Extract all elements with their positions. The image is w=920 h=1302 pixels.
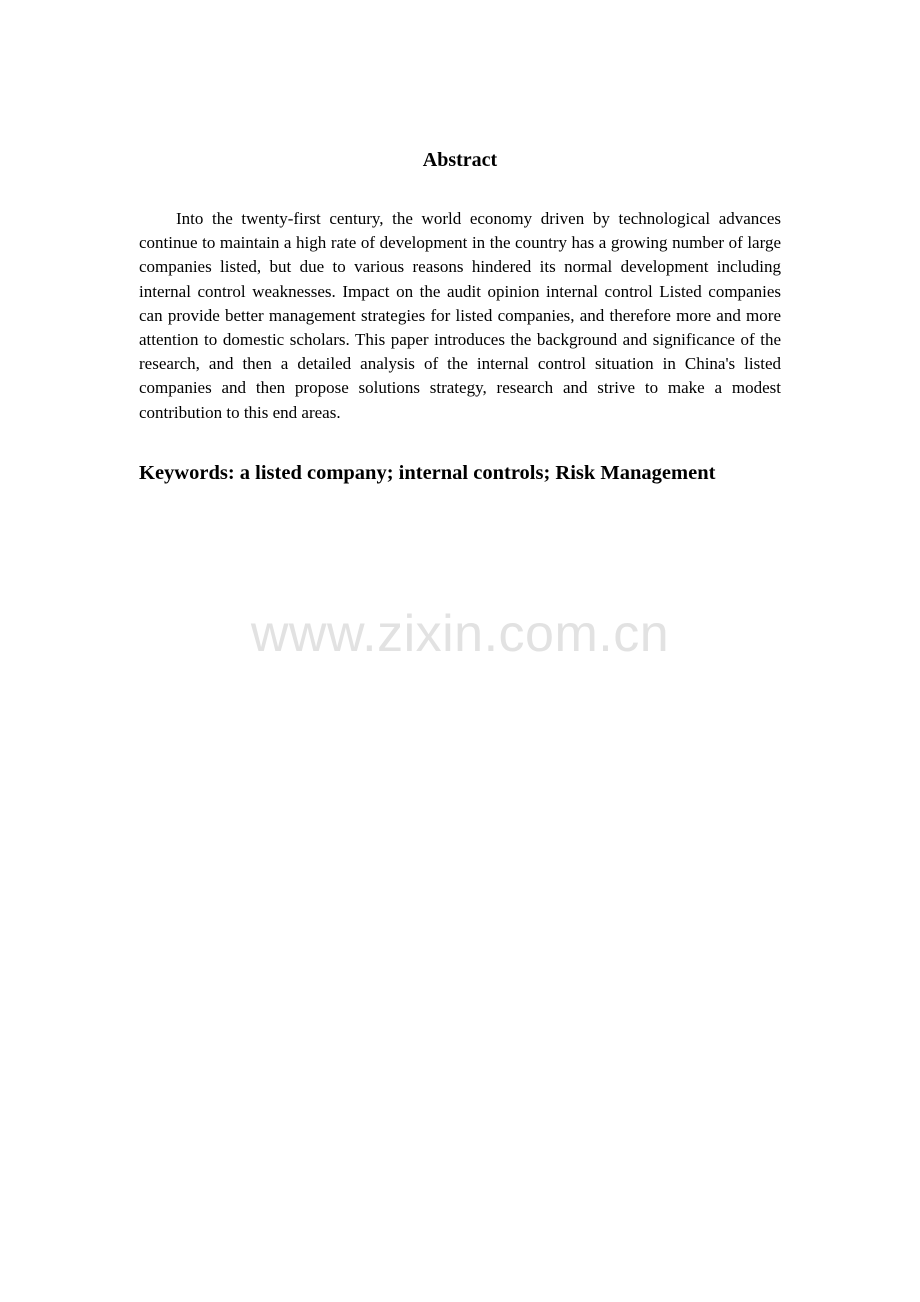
watermark-text: www.zixin.com.cn	[250, 605, 670, 663]
abstract-paragraph: Into the twenty-first century, the world economy driven by technological advances continue to maintain a high rate of development in the country has a growing number of large companies listed, but due to various reasons hindered its normal development including internal control weaknesses. Impact on the audit opinion internal control Listed companies can provide better management strategies for listed companies, and therefore more and more attention to domestic scholars. This paper introduces the background and significance of the research, and then a detailed analysis of the internal control situation in China's listed companies and then propose solutions strategy, research and strive to make a modest contribution to this end areas.	[139, 209, 781, 422]
abstract-title: Abstract	[422, 149, 498, 171]
keywords-line: Keywords: a listed company; internal controls; Risk Management	[139, 462, 716, 484]
